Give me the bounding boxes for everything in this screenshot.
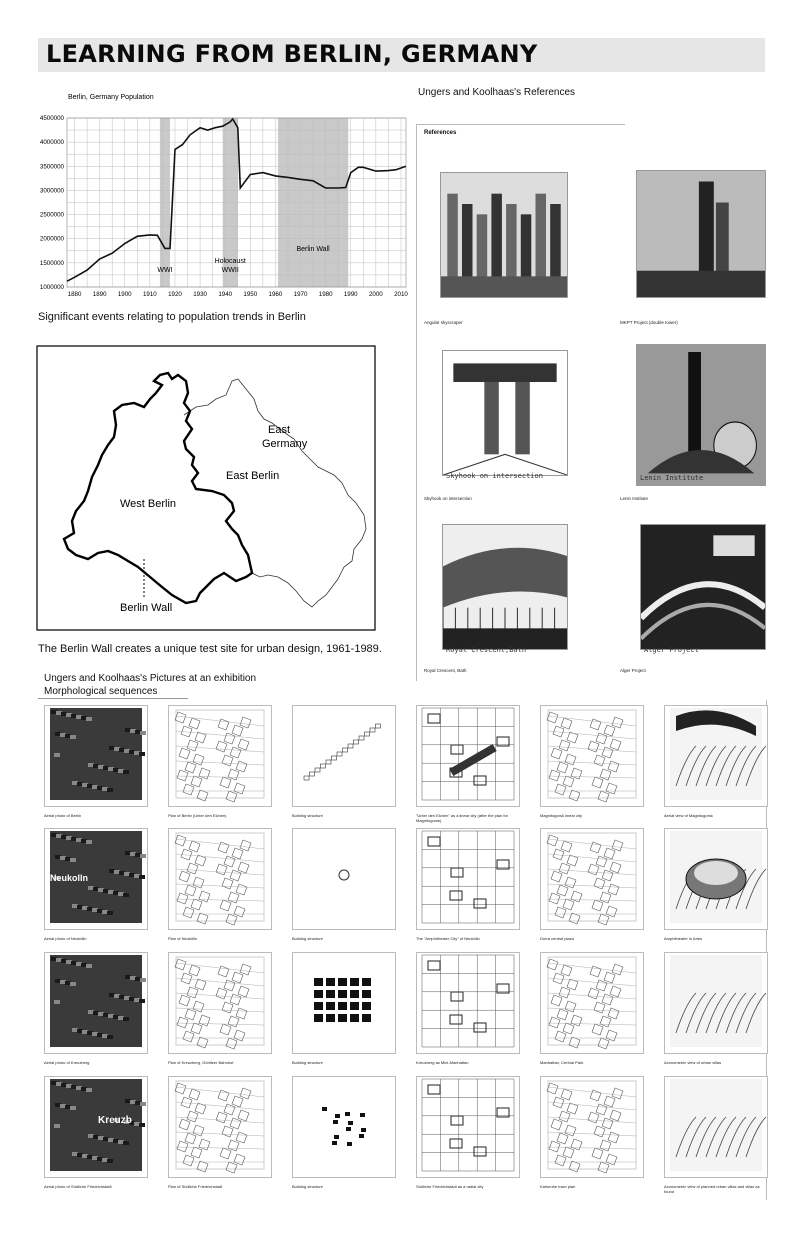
exhibit-image-structure — [292, 952, 396, 1054]
east-berlin-label: East Berlin — [226, 470, 280, 482]
exhibit-image-grid — [416, 828, 520, 930]
exhibit-image-plan — [168, 705, 272, 807]
exhibit-caption: Building structure — [292, 813, 323, 818]
exhibit-image-photo — [44, 705, 148, 807]
x-tick-label: 1980 — [318, 291, 333, 298]
reference-caption: Royal Crescent, Bath — [424, 668, 467, 673]
east-germany-label-2: Germany — [262, 438, 308, 450]
reference-caption: MKPT Project (double tower) — [620, 320, 678, 325]
exhibit-image-photo-light — [664, 828, 768, 930]
band-label-wwi: WWI — [157, 267, 173, 274]
x-tick-label: 1950 — [243, 291, 258, 298]
reference-caption: Lenin Institute — [620, 496, 649, 501]
y-tick-label: 4500000 — [39, 115, 64, 122]
exhibit-caption: Plan of Neukölln — [168, 936, 198, 941]
y-tick-label: 3500000 — [39, 163, 64, 171]
x-tick-label: 1890 — [92, 291, 107, 298]
exhibit-image-structure — [292, 828, 396, 930]
reference-plate-label: Royal Crescent,Bath — [446, 646, 527, 654]
exhibit-caption: Plan of Kreuzberg, Görlitzer Bahnhof — [168, 1060, 234, 1065]
references-panel-head: References — [424, 130, 457, 136]
exhibit-image-plan — [540, 828, 644, 930]
exhibit-image-structure — [292, 705, 396, 807]
exhibit-caption: Aerial photo of Südliche Friedrichstadt — [44, 1184, 112, 1189]
y-tick-label: 2000000 — [39, 235, 64, 243]
x-tick-label: 1970 — [293, 291, 308, 298]
exhibit-caption: Karlsruhe town plan — [540, 1184, 576, 1189]
exhibition-rule — [38, 698, 188, 699]
exhibit-image-photo — [44, 1076, 148, 1178]
exhibition-title: Ungers and Koolhaas's Pictures at an exhibition — [44, 673, 257, 684]
reference-caption: Alger Project — [620, 668, 646, 673]
exhibit-caption: Building structure — [292, 936, 323, 941]
royal-crescent-icon — [442, 524, 568, 650]
title-bar — [38, 38, 765, 72]
y-tick-label: 1000000 — [39, 284, 64, 291]
reference-plate-label: Alger Project — [644, 646, 699, 654]
exhibit-image-plan — [540, 705, 644, 807]
west-berlin-label: West Berlin — [120, 498, 177, 510]
band-label-wwii: WWII — [221, 267, 239, 274]
exhibit-image-plan — [168, 1076, 272, 1178]
x-tick-label: 2010 — [394, 291, 408, 298]
lenin-institute-icon — [636, 344, 766, 486]
x-tick-label: 1910 — [142, 291, 157, 298]
exhibit-caption: Plan of Südliche Friedrichstadt — [168, 1184, 223, 1189]
band-label-berlin-wall: Berlin Wall — [296, 246, 330, 253]
population-chart — [30, 86, 410, 300]
reference-plate-label: Skyhook on intersection — [446, 472, 543, 480]
exhibit-image-grid — [416, 952, 520, 1054]
svg-text:Kreuzb: Kreuzb — [98, 1115, 132, 1126]
exhibit-image-plan — [168, 828, 272, 930]
berlin-wall-label: Berlin Wall — [120, 602, 173, 614]
exhibit-caption: Aerial view of Magnitogorsk — [664, 813, 713, 818]
exhibit-caption: Aerial photo of Kreuzberg — [44, 1060, 90, 1065]
references-title: Ungers and Koolhaas's References — [418, 87, 576, 98]
page-title: LEARNING FROM BERLIN, GERMANY — [46, 40, 538, 68]
exhibit-caption: Building structure — [292, 1184, 323, 1189]
exhibit-caption: Plan of Berlin (Unter den Eichen) — [168, 813, 227, 818]
exhibit-caption: Magnitogorsk linear city — [540, 813, 583, 818]
annotation-holocaust: Holocaust — [214, 258, 246, 265]
double-tower-icon — [636, 170, 766, 298]
y-tick-label: 3000000 — [39, 187, 64, 195]
exhibit-image-grid — [416, 705, 520, 807]
exhibit-caption: Building structure — [292, 1060, 323, 1065]
chart-caption: Significant events relating to population trends in Berlin — [38, 311, 306, 323]
exhibit-image-photo-light — [664, 1076, 768, 1178]
x-tick-label: 1990 — [343, 291, 358, 298]
reference-caption: Skyhook on intersection — [424, 496, 472, 501]
reference-caption: Angular skyscraper — [424, 320, 463, 325]
map-caption: The Berlin Wall creates a unique test site for urban design, 1961-1989. — [38, 643, 382, 655]
x-tick-label: 1960 — [268, 291, 283, 298]
exhibit-image-plan — [540, 1076, 644, 1178]
exhibit-caption: Kreuzberg as Mini-Manhattan — [416, 1060, 469, 1065]
svg-text:Neukolln: Neukolln — [50, 873, 89, 883]
chart-title: Berlin, Germany Population — [68, 94, 154, 101]
exhibit-image-photo — [44, 828, 148, 930]
exhibit-image-photo-light — [664, 705, 768, 807]
exhibit-image-structure — [292, 1076, 396, 1178]
reference-plate-label: Lenin Institute — [640, 474, 704, 482]
exhibit-image-plan — [168, 952, 272, 1054]
exhibit-caption: Aerial photo of Neukölln — [44, 936, 87, 941]
x-tick-label: 2000 — [368, 291, 383, 298]
alger-project-icon — [640, 524, 766, 650]
x-tick-label: 1880 — [67, 291, 82, 298]
exhibit-caption: Südliche Friedrichstadt as a radial city — [416, 1184, 484, 1189]
exhibit-image-photo — [44, 952, 148, 1054]
exhibit-caption: The "Amphitheater City" of Neukölln — [416, 936, 480, 941]
y-tick-label: 2500000 — [39, 211, 64, 219]
x-tick-label: 1920 — [168, 291, 182, 298]
exhibit-image-plan — [540, 952, 644, 1054]
exhibition-subtitle: Morphological sequences — [44, 686, 158, 697]
angular-skyscraper-icon — [440, 172, 568, 298]
x-tick-label: 1930 — [193, 291, 207, 298]
exhibit-caption: "Unter den Eichen" as a linear city (after the plan for Magnitogorsk) — [416, 813, 508, 823]
east-germany-label-1: East — [268, 424, 291, 436]
exhibit-caption: Manhattan, Central Park — [540, 1060, 584, 1065]
exhibit-image-photo-light — [664, 952, 768, 1054]
y-tick-label: 1500000 — [39, 259, 64, 267]
exhibit-caption: Axonometric view of planned urban villas and villas as found — [664, 1184, 760, 1194]
x-tick-label: 1940 — [218, 291, 233, 298]
x-tick-label: 1900 — [117, 291, 132, 298]
skyhook-icon — [442, 350, 568, 476]
exhibit-caption: Axonometric view of urban villas — [664, 1060, 722, 1065]
exhibit-caption: Aerial photo of Berlin — [44, 813, 82, 818]
y-tick-label: 4000000 — [39, 139, 64, 147]
exhibit-image-grid — [416, 1076, 520, 1178]
berlin-map — [36, 345, 376, 631]
exhibit-caption: Amphitheater in Arles — [664, 936, 703, 941]
exhibit-caption: Dorra central plaza — [540, 936, 574, 941]
